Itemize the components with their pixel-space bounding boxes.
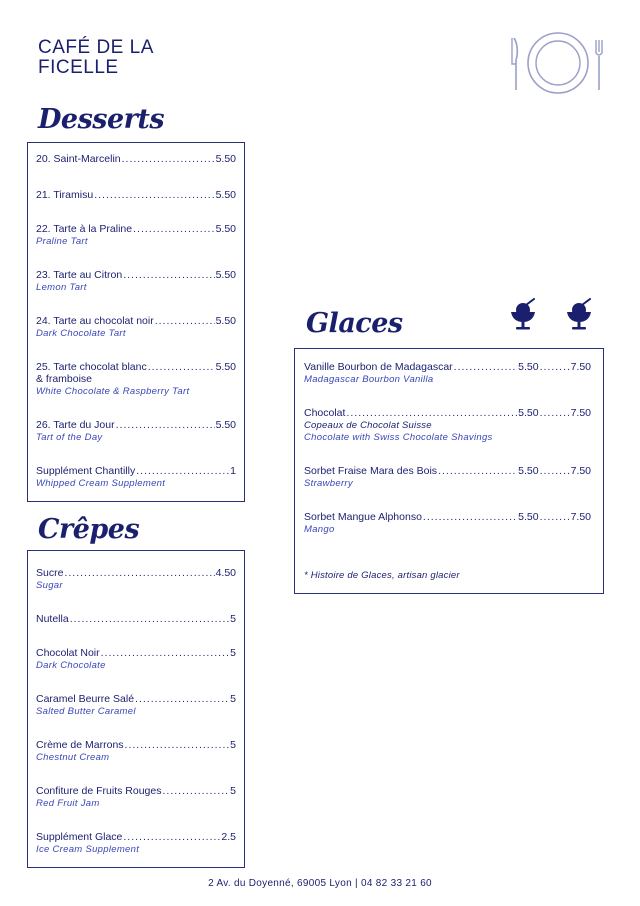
item-price: 5 — [230, 613, 236, 625]
menu-item — [36, 831, 236, 855]
item-price-double: 7.50 — [570, 361, 591, 373]
desserts-title: Desserts — [38, 104, 165, 135]
menu-item — [36, 269, 236, 293]
item-name: 25. Tarte chocolat blanc — [36, 361, 147, 373]
item-price: 5.50 — [215, 189, 236, 201]
item-name: Supplément Chantilly — [36, 465, 136, 477]
item-name: Sorbet Mangue Alphonso — [304, 511, 422, 523]
item-price: 5.50 — [215, 269, 236, 281]
item-name: Supplément Glace — [36, 831, 123, 843]
item-price: 5.50 — [215, 223, 236, 235]
menu-item — [36, 693, 236, 717]
item-translation: Strawberry — [304, 478, 353, 489]
item-name: Chocolat — [304, 407, 346, 419]
glaces-note — [304, 569, 591, 581]
item-name: Vanille Bourbon de Madagascar — [304, 361, 453, 373]
menu-item — [304, 407, 591, 443]
item-name: 22. Tarte à la Praline — [36, 223, 133, 235]
item-price: 5.50 — [215, 361, 236, 373]
item-price: 5.50 — [215, 315, 236, 327]
item-price-single: 5.50 — [518, 511, 539, 523]
item-name: 26. Tarte du Jour — [36, 419, 115, 431]
item-price-single: 5.50 — [518, 361, 539, 373]
item-translation: Mango — [304, 524, 335, 535]
item-translation: Chestnut Cream — [36, 752, 110, 763]
menu-item — [36, 739, 236, 763]
item-description-fr: Copeaux de Chocolat Suisse — [304, 420, 432, 431]
menu-item — [36, 647, 236, 671]
menu-item — [36, 361, 236, 397]
menu-item — [36, 465, 236, 489]
menu-item — [36, 315, 236, 339]
item-price-double: 7.50 — [570, 407, 591, 419]
item-name: Caramel Beurre Salé — [36, 693, 135, 705]
item-price-double: 7.50 — [570, 465, 591, 477]
glaces-menu-box — [294, 348, 604, 594]
plate-cutlery-icon — [508, 30, 608, 96]
item-translation: Tart of the Day — [36, 432, 103, 443]
desserts-menu-box — [27, 142, 245, 502]
item-translation: Madagascar Bourbon Vanilla — [304, 374, 434, 385]
item-price-single: 5.50 — [518, 407, 539, 419]
crepes-menu-box — [27, 550, 245, 868]
menu-item — [304, 511, 591, 535]
menu-item — [36, 189, 236, 201]
artisan-note: * Histoire de Glaces, artisan glacier — [304, 570, 460, 581]
item-name: Sorbet Fraise Mara des Bois — [304, 465, 438, 477]
item-translation: Salted Butter Caramel — [36, 706, 136, 717]
item-name: Sucre — [36, 567, 64, 579]
menu-item — [36, 419, 236, 443]
menu-item — [36, 785, 236, 809]
item-translation: Whipped Cream Supplement — [36, 478, 166, 489]
item-translation: Red Fruit Jam — [36, 798, 100, 809]
menu-item — [36, 613, 236, 625]
item-name: Chocolat Noir — [36, 647, 100, 659]
item-price: 5 — [230, 739, 236, 751]
item-price: 5 — [230, 693, 236, 705]
item-translation: Ice Cream Supplement — [36, 844, 140, 855]
item-price: 5.50 — [215, 153, 236, 165]
item-price: 2.5 — [221, 831, 236, 843]
item-name: Crème de Marrons — [36, 739, 124, 751]
item-translation: Dark Chocolate Tart — [36, 328, 126, 339]
item-translation: Sugar — [36, 580, 63, 591]
item-price: 5 — [230, 647, 236, 659]
item-name-line2: & framboise — [36, 373, 93, 385]
menu-item — [36, 223, 236, 247]
item-translation: Lemon Tart — [36, 282, 87, 293]
item-price-single: 5.50 — [518, 465, 539, 477]
item-name: Confiture de Fruits Rouges — [36, 785, 162, 797]
item-translation: White Chocolate & Raspberry Tart — [36, 386, 190, 397]
brand-name: CAFÉ DE LA FICELLE — [38, 37, 154, 78]
item-translation: Dark Chocolate — [36, 660, 106, 671]
item-translation: Chocolate with Swiss Chocolate Shavings — [304, 432, 493, 443]
item-price: 5 — [230, 785, 236, 797]
ice-cream-cup-icon — [508, 298, 538, 332]
footer-address: 2 Av. du Doyenné, 69005 Lyon | 04 82 33 21 60 — [208, 878, 432, 889]
menu-item — [304, 465, 591, 489]
item-name: 20. Saint-Marcelin — [36, 153, 121, 165]
item-name: 21. Tiramisu — [36, 189, 94, 201]
menu-item — [36, 153, 236, 165]
item-name: 24. Tarte au chocolat noir — [36, 315, 154, 327]
menu-item — [304, 361, 591, 385]
ice-cream-cup-icon — [564, 298, 594, 332]
item-price: 5.50 — [215, 419, 236, 431]
item-name: Nutella — [36, 613, 69, 625]
item-name: 23. Tarte au Citron — [36, 269, 123, 281]
item-price: 4.50 — [215, 567, 236, 579]
item-price: 1 — [230, 465, 236, 477]
glaces-title: Glaces — [306, 308, 403, 339]
item-price-double: 7.50 — [570, 511, 591, 523]
menu-item — [36, 567, 236, 591]
crepes-title: Crêpes — [38, 514, 140, 545]
item-translation: Praline Tart — [36, 236, 88, 247]
